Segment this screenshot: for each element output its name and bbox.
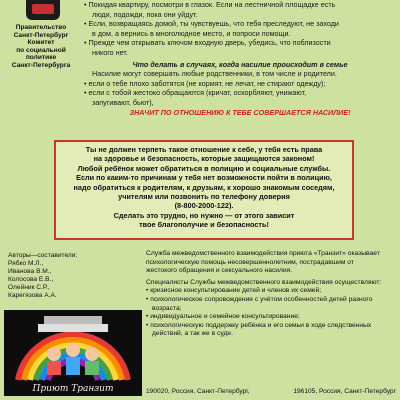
address-1: 190020, Россия, Санкт-Петербург,	[146, 388, 250, 395]
author-line: Колосова Е.В.,	[8, 276, 54, 283]
address-2: 196105, Россия, Санкт-Петербург	[293, 388, 396, 395]
warning-text: ЗНАЧИТ ПО ОТНОШЕНИЮ К ТЕБЕ СОВЕРШАЕТСЯ НАСИЛИЕ!	[129, 107, 351, 117]
box-line: твое благополучие и безопасность!	[139, 220, 269, 230]
coat-of-arms-icon	[26, 0, 60, 20]
service-line: возраста;	[152, 304, 182, 312]
tip-line: никого нет.	[92, 47, 128, 57]
author-line: Авторы—составители:	[8, 252, 78, 259]
committee-line: Правительство	[15, 24, 67, 31]
author-line: Олейник С.Р.,	[8, 284, 50, 291]
author-line: Иванова В.М.,	[8, 268, 52, 275]
tip-line: • если о тебе плохо заботятся (не кормят, не лечат, не стирают одежду);	[84, 78, 326, 88]
safety-tips	[84, 0, 396, 117]
box-line: Если по каким-то причинам у тебя нет возможности пойти в полицию,	[76, 173, 332, 183]
box-line: Любой ребёнок может обратиться в полицию и социальные службы.	[77, 163, 331, 173]
box-line: учителям или позвонить по телефону доверия	[118, 192, 290, 202]
section-heading: Что делать в случаях, когда насилие происходит в семье	[132, 59, 348, 69]
addresses	[146, 388, 396, 395]
service-line: • психологическое сопровождение с учётом особенностей детей разного	[146, 295, 373, 303]
committee-line: по социальной	[16, 46, 66, 54]
service-line: Служба межведомственного взаимодействия приюта «Транзит» оказывает	[146, 250, 380, 257]
service-description	[146, 250, 396, 339]
service-line: жестокого обращения и сексуального насилия.	[146, 267, 293, 275]
box-line: Сделать это трудно, но нужно — от этого зависит	[113, 210, 295, 220]
service-line: • психологическую поддержку ребёнка и его семьи в ходе следственных	[146, 321, 372, 329]
service-line: Специалисты Службы межведомственного взаимодействия осуществляют:	[146, 278, 382, 286]
committee-block	[2, 24, 80, 69]
committee-line: политике	[25, 54, 57, 61]
box-line: Ты не должен терпеть такое отношение к себе, у тебя есть права	[85, 145, 323, 154]
service-line: • кризисное консультирование детей и членов их семей;	[146, 287, 322, 295]
authors-and-logo	[0, 250, 142, 400]
committee-line: Санкт-Петербурга	[11, 61, 71, 69]
committee-line: Санкт-Петербург	[13, 31, 69, 39]
box-line: надо обратиться к родителям, к друзьям, к хорошо знакомым соседям,	[73, 182, 335, 192]
tip-line: • Покидая квартиру, посмотри в глазок. Если на лестничной площадке есть	[84, 0, 336, 9]
shelter-logo-icon	[4, 310, 142, 396]
tip-line: • если с тобой жестоко обращаются (кричат, оскорбляют, унижают,	[84, 88, 307, 98]
tip-line: • Прежде чем открывать ключом входную дверь, убедись, что поблизости	[84, 38, 331, 48]
rights-box	[54, 140, 354, 240]
authors-list	[8, 252, 138, 300]
author-line: Карегязова А.А.	[8, 292, 57, 299]
tip-line: Насилие могут совершать любые родственники, в том числе и родители.	[92, 69, 337, 79]
box-line: на здоровье и безопасность, которые защищаются законом!	[93, 154, 315, 164]
service-line: действий, а так же в суде.	[152, 330, 233, 338]
service-line: психологическую помощь несовершеннолетним, пострадавшим от	[146, 258, 354, 266]
committee-line: Комитет	[27, 39, 55, 46]
hotline-number: (8-800-2000-122).	[174, 201, 234, 211]
tip-line: запугивают, бьют),	[92, 97, 154, 107]
tip-line: • Если, возвращаясь домой, ты чувствуешь, что тебя преследуют, не заходи	[84, 19, 339, 29]
tip-line: в дом, а вернись в многолюдное место, и попроси помощи.	[92, 28, 291, 38]
tip-line: люди, подожди, пока они уйдут.	[92, 9, 198, 19]
author-line: Рябко М.Л.,	[8, 260, 44, 267]
logo-caption: Приют Транзит	[32, 384, 114, 394]
service-line: • индивидуальное и семейное консультирование;	[146, 313, 300, 321]
